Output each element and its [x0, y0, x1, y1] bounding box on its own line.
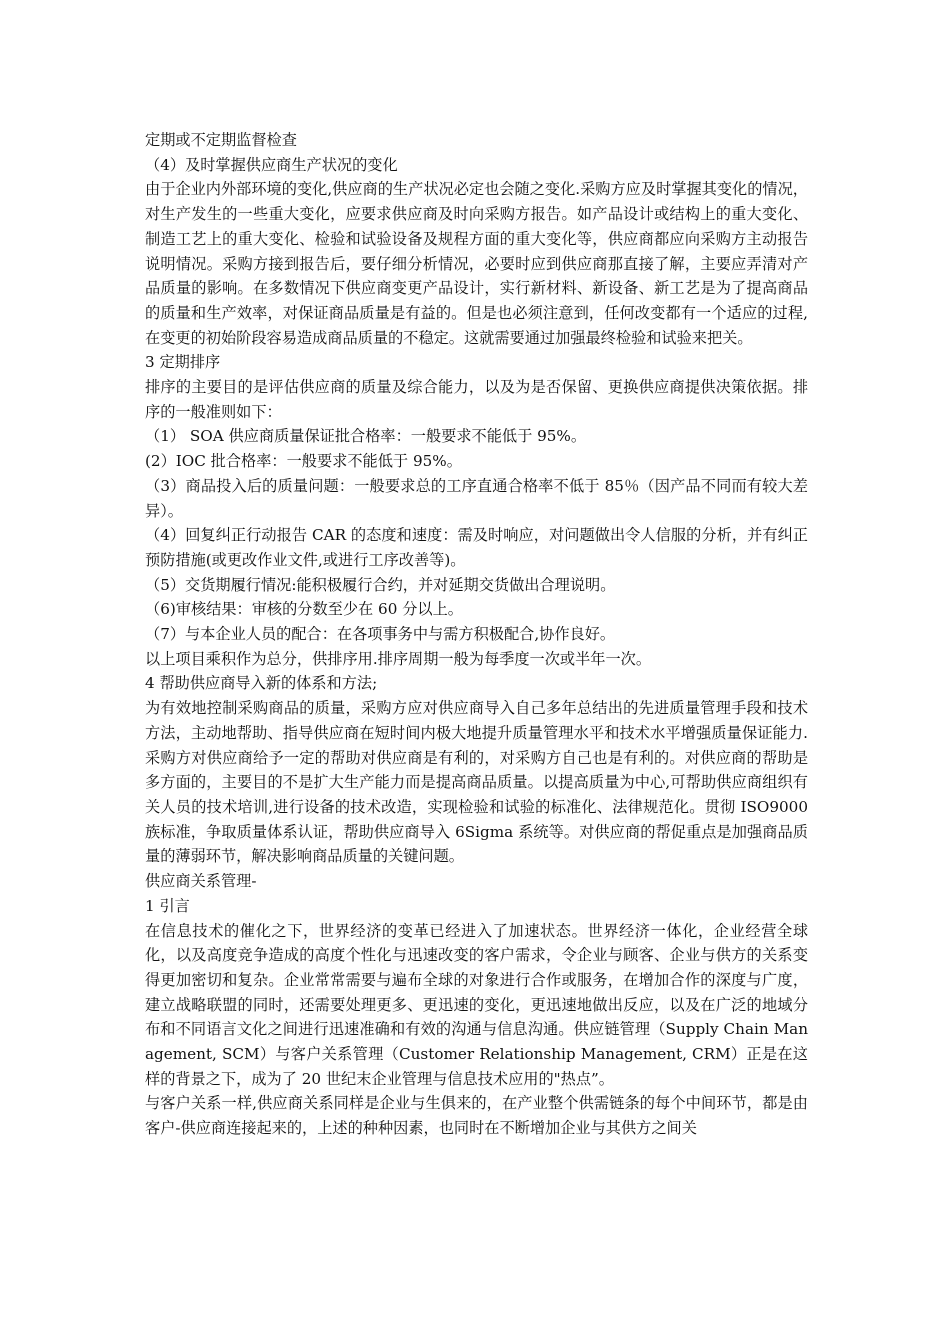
paragraph-new-systems-body: 为有效地控制采购商品的质量，采购方应对供应商导入自己多年总结出的先进质量管理手段和技术方法，主动地帮助、指导供应商在短时间内极大地提升质量管理水平和技术水平增强质量保证能力.采购方对供应商给予一定的帮助对供应商是有利的，对采购方自己也是有利的。对供应商的帮助是多方面的，主要目的不是扩大生产能力而是提高商品质量。以提高质量为中心,可帮助供应商组织有关人员的技术培训,进行设备的技术改造，实现检验和试验的标准化、法律规范化。贯彻 ISO9000 族标准，争取质量体系认证，帮助供应商导入 6Sigma 系统等。对供应商的帮促重点是加强商品质量的薄弱环节，解决影响商品质量的关键问题。	[145, 699, 808, 866]
paragraph-introduction-body: 在信息技术的催化之下，世界经济的变革已经进入了加速状态。世界经济一体化，企业经营全球化，以及高度竞争造成的高度个性化与迅速改变的客户需求，令企业与顾客、企业与供方的关系变得更加密切和复杂。企业常常需要与遍布全球的对象进行合作或服务，在增加合作的深度与广度，建立战略联盟的同时，还需要处理更多、更迅速的变化，更迅速地做出反应，以及在广泛的地域分布和不同语言文化之间进行迅速准确和有效的沟通与信息沟通。供应链管理（Supply Chain Management, SCM）与客户关系管理（Customer Relationship Management, CRM）正是在这样的背景之下，成为了 20 世纪末企业管理与信息技术应用的"热点”。	[145, 921, 808, 1088]
ranking-criterion-5: （5）交货期履行情况:能积极履行合约，并对延期交货做出合理说明。	[145, 575, 616, 594]
paragraph-heading-production-changes: （4）及时掌握供应商生产状况的变化	[145, 155, 398, 174]
paragraph-ranking-summary: 以上项目乘积作为总分，供排序用.排序周期一般为每季度一次或半年一次。	[145, 649, 652, 668]
ranking-criterion-1: （1） SOA 供应商质量保证批合格率：一般要求不能低于 95%。	[145, 427, 587, 446]
ranking-criterion-7: （7）与本企业人员的配合：在各项事务中与需方积极配合,协作良好。	[145, 625, 616, 644]
paragraph-supplier-relationship: 与客户关系一样,供应商关系同样是企业与生俱来的，在产业整个供需链条的每个中间环节，都是由客户-供应商连接起来的，上述的种种因素，也同时在不断增加企业与其供方之间关	[145, 1094, 808, 1138]
ranking-criterion-2: (2）IOC 批合格率：一般要求不能低于 95%。	[145, 452, 462, 471]
document-page	[145, 128, 808, 1141]
ranking-criterion-4: （4）回复纠正行动报告 CAR 的态度和速度：需及时响应，对问题做出令人信服的分析，并有纠正预防措施(或更改作业文件,或进行工序改善等)。	[145, 526, 808, 569]
section-heading-periodic-ranking: 3 定期排序	[145, 353, 221, 372]
ranking-criterion-6: （6)审核结果：审核的分数至少在 60 分以上。	[145, 600, 463, 619]
chapter-heading-srm: 供应商关系管理-	[145, 872, 257, 891]
paragraph-heading-supervision: 定期或不定期监督检查	[145, 131, 297, 149]
section-heading-new-systems: 4 帮助供应商导入新的体系和方法;	[145, 674, 378, 693]
ranking-criterion-3: （3）商品投入后的质量问题：一般要求总的工序直通合格率不低于 85％（因产品不同而有较大差异）。	[145, 476, 808, 520]
paragraph-ranking-purpose: 排序的主要目的是评估供应商的质量及综合能力，以及为是否保留、更换供应商提供决策依据。排序的一般准则如下：	[145, 378, 808, 421]
section-heading-introduction: 1 引言	[145, 896, 190, 915]
paragraph-production-changes-body: 由于企业内外部环境的变化,供应商的生产状况必定也会随之变化.采购方应及时掌握其变化的情况，对生产发生的一些重大变化，应要求供应商及时向采购方报告。如产品设计或结构上的重大变化、制造工艺上的重大变化、检验和试验设备及规程方面的重大变化等，供应商都应向采购方主动报告说明情况。采购方接到报告后，要仔细分析情况，必要时应到供应商那直接了解，主要应弄清对产品质量的影响。在多数情况下供应商变更产品设计，实行新材料、新设备、新工艺是为了提高商品的质量和生产效率，对保证商品质量是有益的。但是也必须注意到，任何改变都有一个适应的过程,在变更的初始阶段容易造成商品质量的不稳定。这就需要通过加强最终检验和试验来把关。	[145, 180, 808, 347]
